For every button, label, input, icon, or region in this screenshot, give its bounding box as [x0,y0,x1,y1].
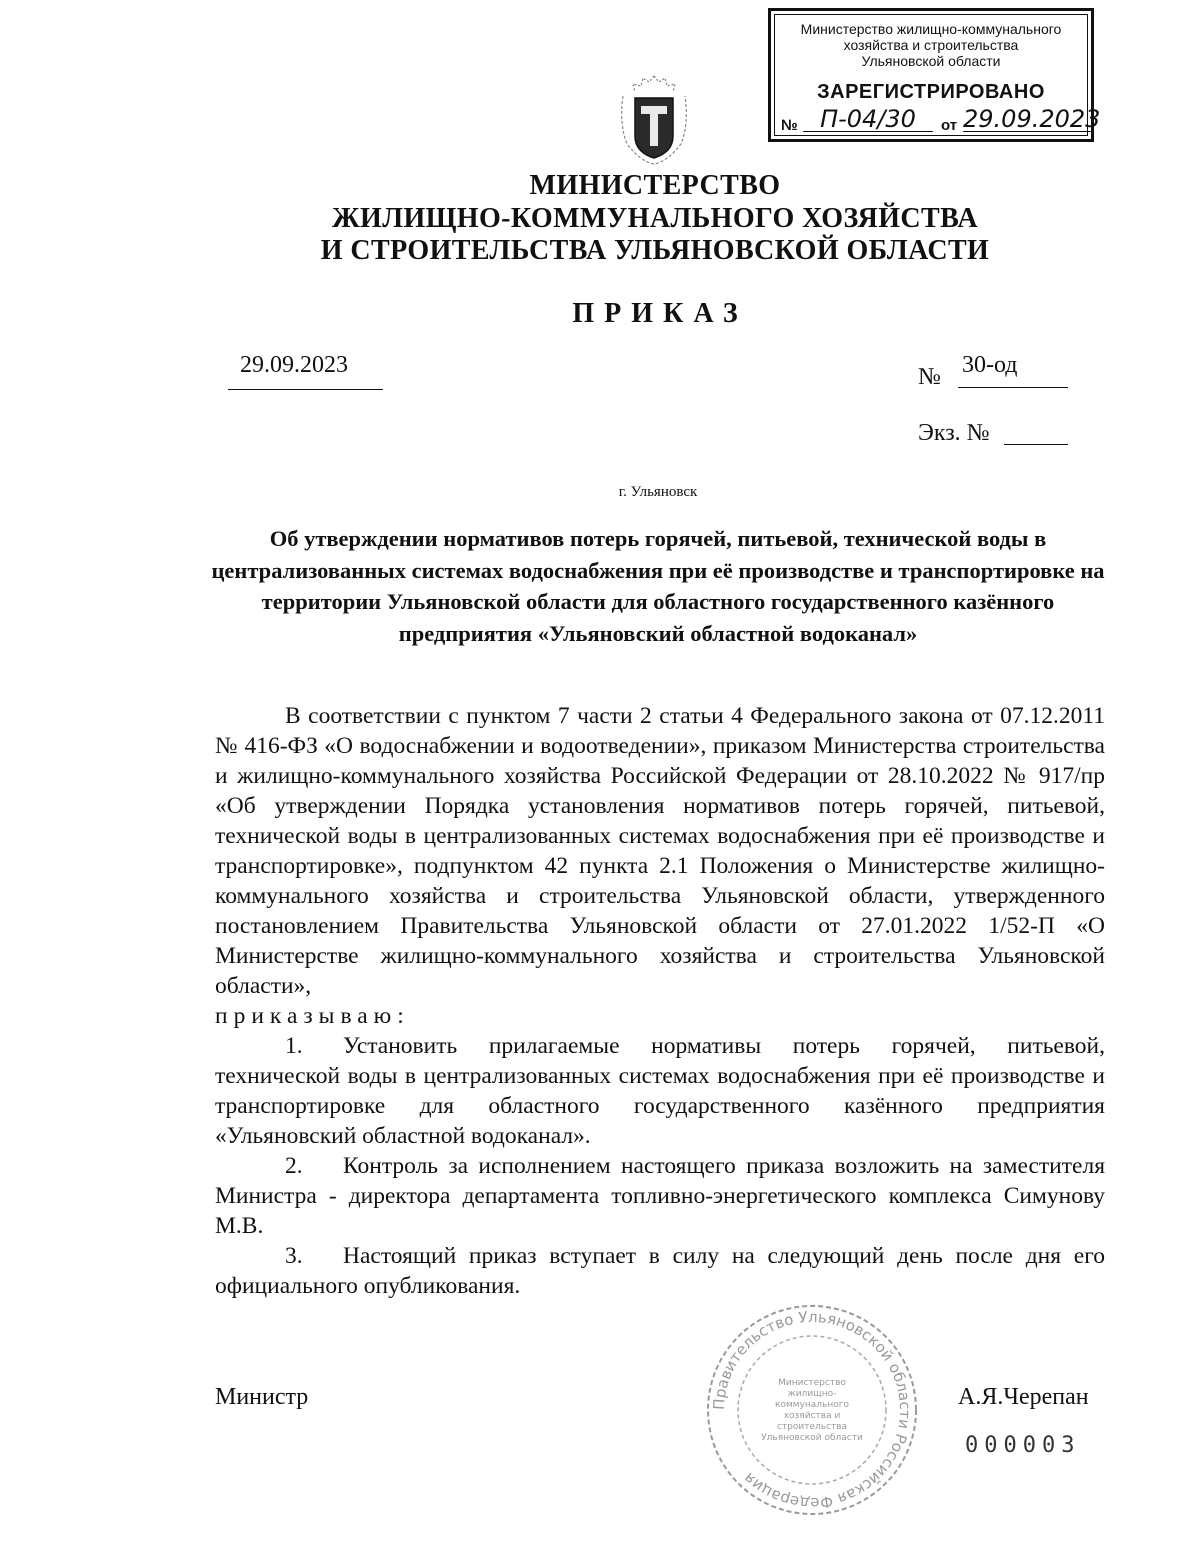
stamp-line-1: Министерство жилищно-коммунального [800,21,1062,37]
order-number-label: № [918,364,941,390]
stamp-date: 29.09.2023 [963,105,1101,133]
stamp-registration-row [781,105,1101,135]
ministry-name-line-1: МИНИСТЕРСТВО [529,170,781,201]
item-text: Контроль за исполнением настоящего приказа возложить на заместителя Министра - директора департамента топливно-энергетического комплекса Симунову М.В. [215,1153,1105,1239]
stamp-line-3: Ульяновской области [861,53,1001,69]
ministry-name-line-3: И СТРОИТЕЛЬСТВА УЛЬЯНОВСКОЙ ОБЛАСТИ [320,235,990,266]
signatory-name: А.Я.Черепан [958,1384,1089,1410]
order-date: 29.09.2023 [228,352,383,390]
copy-number-label: Экз. № [918,420,990,446]
official-seal [702,1300,922,1520]
item-number: 1. [285,1033,303,1059]
item-number: 2. [285,1153,303,1179]
order-item [215,1031,1105,1151]
coat-of-arms-icon [613,74,695,166]
stamp-number: П-04/30 [803,107,933,132]
stamp-line-2: хозяйства и строительства [843,37,1019,53]
copy-number-field [1004,420,1068,445]
decree-word: приказываю: [215,1003,410,1029]
preamble: В соответствии с пунктом 7 части 2 статьи 4 Федерального закона от 07.12.2011 № 416-ФЗ «О водоснабжении и водоотведении», приказом Министерства строительства и жилищно-коммунального хозяйства Российской Федерации от 28.10.2022 № 917/пр «Об утверждении Порядка установления нормативов потерь горячей, питьевой, технической воды в централизованных системах водоснабжения при её производстве и транспортировке», подпунктом 42 пункта 2.1 Положения о Министерстве жилищно-коммунального хозяйства и строительства Ульяновской области, утвержденного постановлением Правительства Ульяновской области от 27.01.2022 1/52-П «О Министерстве жилищно-коммунального хозяйства и строительства Ульяновской области», [215,703,1105,999]
serial-number: 000003 [965,1433,1081,1458]
order-body [215,701,1105,1301]
item-text: Настоящий приказ вступает в силу на следующий день после дня его официального опубликования. [215,1243,1105,1299]
order-number: 30-од [958,352,1068,388]
order-item [215,1241,1105,1301]
item-text: Установить прилагаемые нормативы потерь горячей, питьевой, технической воды в централизованных системах водоснабжения при её производстве и транспортировке для областного государственного казённого предприятия «Ульяновский областной водоканал». [215,1033,1105,1149]
stamp-status: ЗАРЕГИСТРИРОВАНО [817,81,1045,103]
order-item [215,1151,1105,1241]
signatory-position: Министр [215,1384,309,1410]
stamp-date-label: от [941,117,958,134]
city: г. Ульяновск [618,484,698,500]
ministry-name-line-2: ЖИЛИЩНО-КОММУНАЛЬНОГО ХОЗЯЙСТВА [331,203,979,234]
seal-outer-text-path: Правительство Ульяновской области Российская Федерация [709,1307,915,1513]
order-subject: Об утверждении нормативов потерь горячей, питьевой, технической воды в централизованных системах водоснабжения при её производстве и транспортировке на территории Ульяновской области для областного государственного казённого предприятия «Ульяновский областной водоканал» [211,526,1105,646]
registration-stamp [768,8,1101,142]
seal-inner-text: Министерство жилищно-коммунального хозяйства и строительства Ульяновской области [761,1378,863,1443]
stamp-number-label: № [781,117,798,134]
order-title: ПРИКАЗ [572,298,748,329]
item-number: 3. [285,1243,303,1269]
